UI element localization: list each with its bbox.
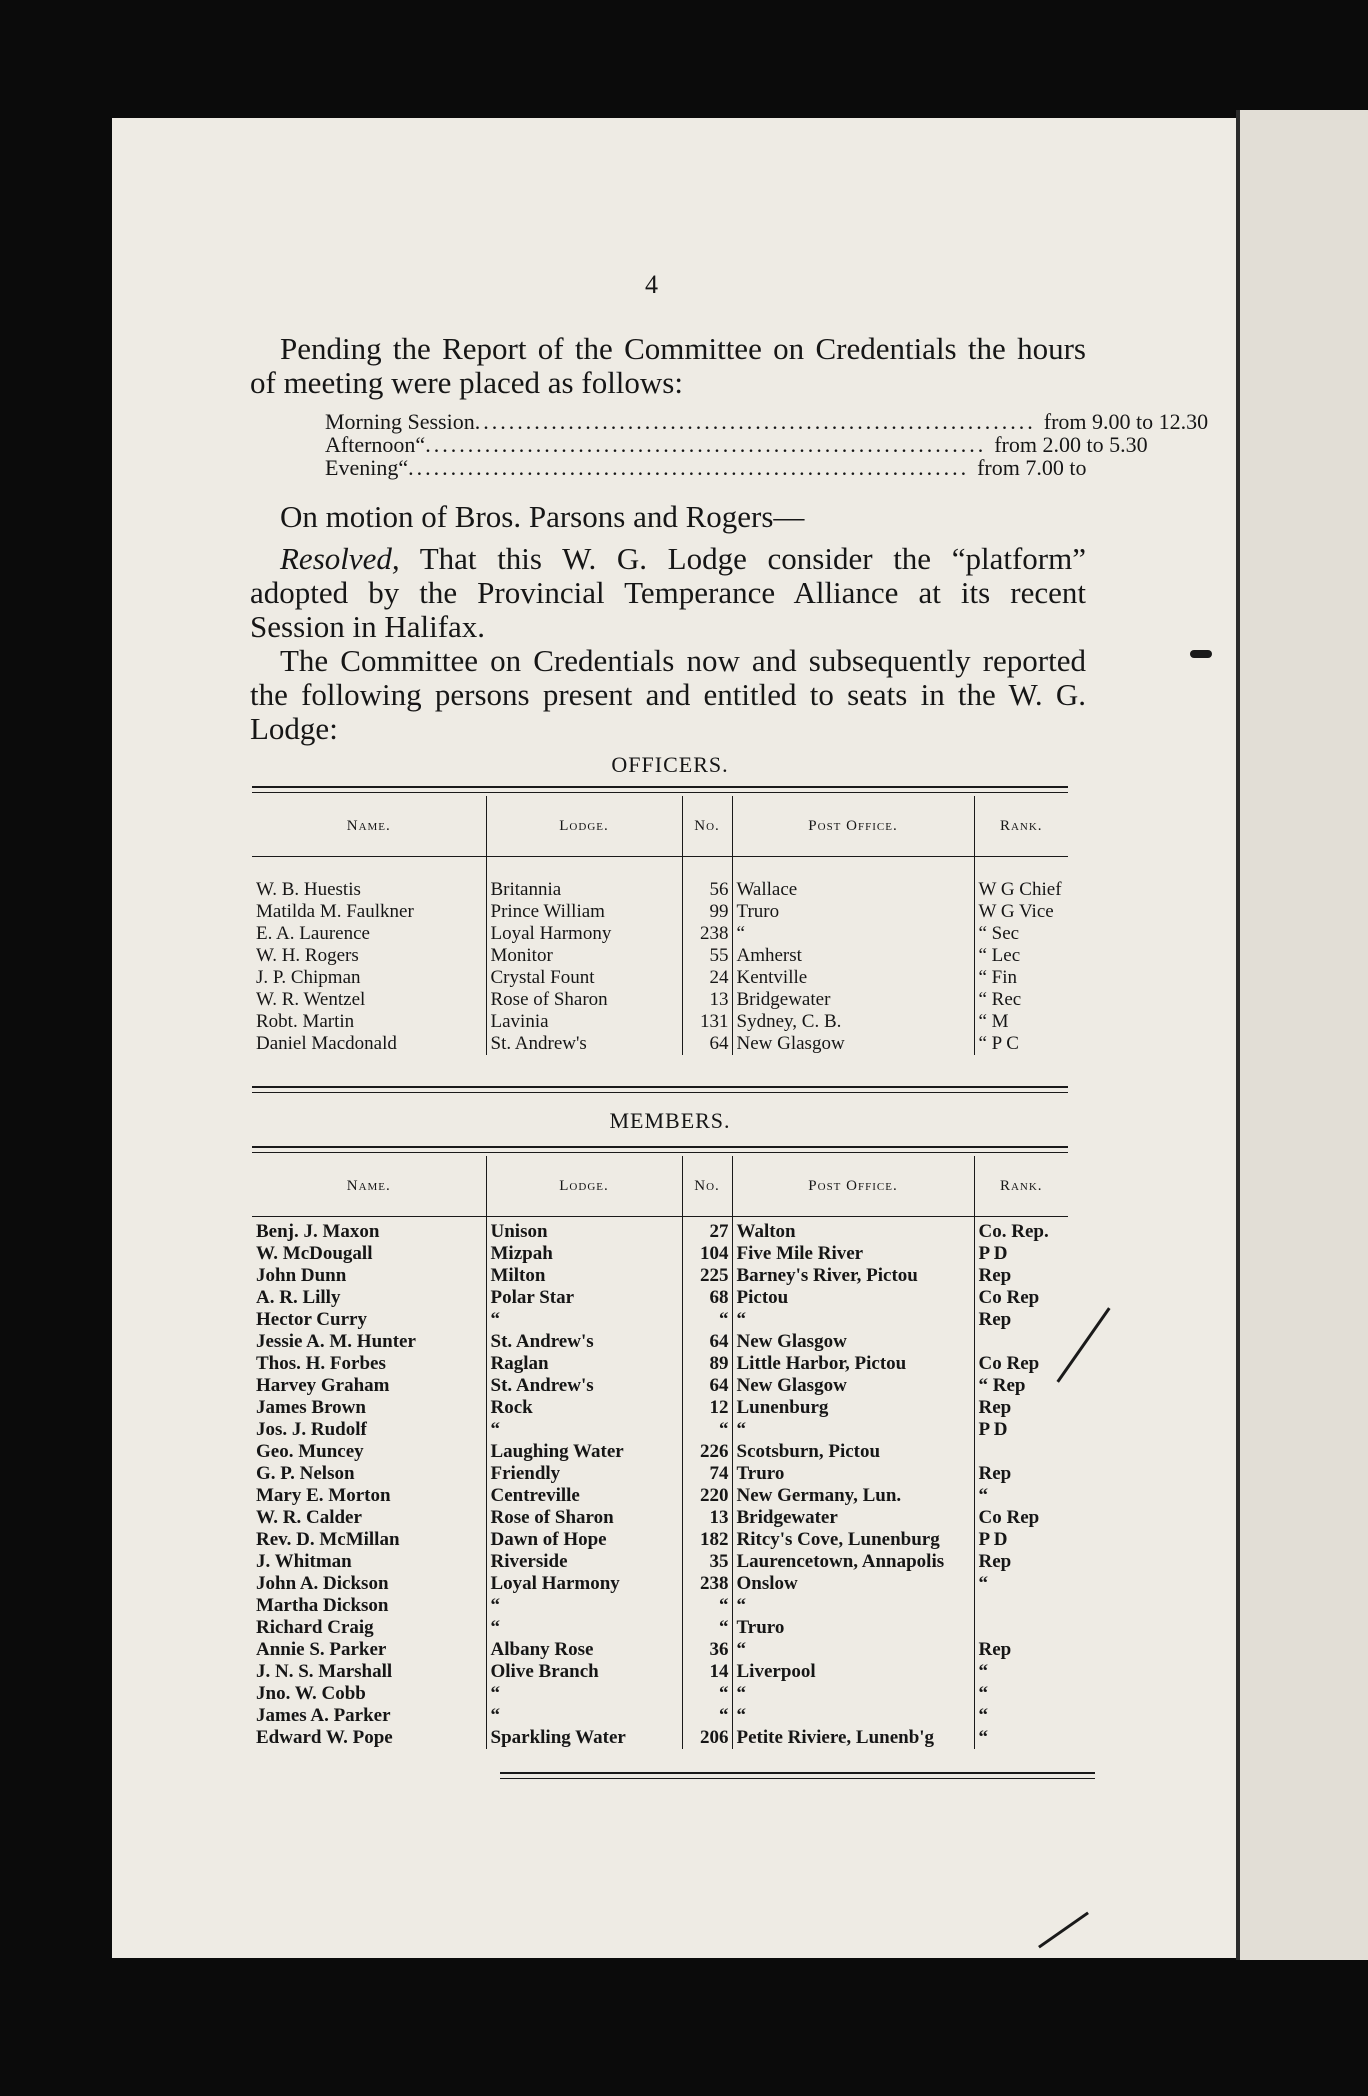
cell-rank: Rep [978, 1309, 1012, 1330]
cell-lodge-number: 104 [682, 1243, 732, 1265]
cell-lodge: Rose of Sharon [486, 989, 682, 1011]
cell-lodge: Rose of Sharon [486, 1507, 682, 1529]
cell-rank: Rep [978, 1551, 1012, 1572]
cell-lodge-number: “ [682, 1705, 732, 1727]
paragraph-motion: On motion of Bros. Parsons and Rogers— [280, 499, 805, 534]
cell-rank: P D [978, 1529, 1008, 1550]
cell-rank: “ Rec [978, 989, 1022, 1010]
cell-lodge-number: 99 [682, 901, 732, 923]
cell-lodge-number: 182 [682, 1529, 732, 1551]
table-row [252, 1033, 1068, 1055]
cell-post-office: “ [732, 1639, 974, 1661]
cell-lodge: “ [486, 1683, 682, 1705]
cell-lodge-number: 74 [682, 1463, 732, 1485]
resolved-text: That this W. G. Lodge consider the “platform” adopted by the Provincial Temperance Alliance at its recent Session in Halifax. [250, 541, 1086, 644]
cell-lodge-number: 131 [682, 1011, 732, 1033]
officers-table [252, 796, 1068, 1055]
cell-lodge: Olive Branch [486, 1661, 682, 1683]
cell-post-office: “ [732, 923, 974, 945]
cell-lodge: St. Andrew's [486, 1033, 682, 1055]
cell-name: Richard Craig [252, 1617, 486, 1639]
cell-post-office: “ [732, 1683, 974, 1705]
hours-time: from 7.00 to [977, 455, 1087, 480]
cell-rank: “ [978, 1683, 988, 1704]
cell-rank: “ Sec [978, 923, 1020, 944]
cell-name: W. R. Wentzel [252, 989, 486, 1011]
table-row [252, 1265, 1068, 1287]
cell-rank [974, 1617, 1068, 1639]
cell-name: Jessie A. M. Hunter [252, 1331, 486, 1353]
paragraph-resolved [250, 542, 1086, 644]
table-row [252, 1529, 1068, 1551]
dot-leader: .................................................................. [474, 409, 1036, 434]
table-row [252, 1661, 1068, 1683]
cell-lodge-number: 225 [682, 1265, 732, 1287]
cell-lodge-number: 64 [682, 1331, 732, 1353]
cell-lodge: “ [486, 1617, 682, 1639]
cell-lodge-number: “ [682, 1617, 732, 1639]
table-top-rule [252, 792, 1068, 793]
cell-post-office: Little Harbor, Pictou [732, 1353, 974, 1375]
cell-lodge: Britannia [486, 879, 682, 901]
cell-lodge-number: 220 [682, 1485, 732, 1507]
cell-rank: “ [978, 1727, 988, 1748]
table-row [252, 1485, 1068, 1507]
dot-leader: .................................................................. [408, 455, 970, 480]
cell-lodge-number: 89 [682, 1353, 732, 1375]
cell-lodge-number: 13 [682, 1507, 732, 1529]
cell-name: Daniel Macdonald [252, 1033, 486, 1055]
cell-post-office: Lunenburg [732, 1397, 974, 1419]
table-row [252, 989, 1068, 1011]
column-header-rank: Rank. [974, 796, 1068, 857]
cell-rank: Co Rep [978, 1353, 1040, 1374]
cell-lodge: “ [486, 1595, 682, 1617]
hours-row [325, 455, 1087, 480]
cell-lodge-number: “ [682, 1595, 732, 1617]
cell-lodge-number: 226 [682, 1441, 732, 1463]
column-header-name: Name. [252, 796, 486, 857]
dot-leader: .................................................................. [425, 432, 987, 457]
cell-lodge-number: 238 [682, 1573, 732, 1595]
cell-lodge: “ [486, 1419, 682, 1441]
paragraph-pending-report: Pending the Report of the Committee on Credentials the hours of meeting were placed as follows: [250, 331, 1086, 400]
hours-label: Afternoon [325, 432, 416, 457]
cell-post-office: Petite Riviere, Lunenb'g [732, 1727, 974, 1749]
cell-rank: “ [978, 1705, 988, 1726]
cell-name: Geo. Muncey [252, 1441, 486, 1463]
cell-post-office: New Glasgow [732, 1331, 974, 1353]
cell-post-office: Truro [732, 1463, 974, 1485]
cell-post-office: Amherst [732, 945, 974, 967]
cell-post-office: “ [732, 1309, 974, 1331]
cell-lodge: “ [486, 1705, 682, 1727]
cell-lodge-number: 12 [682, 1397, 732, 1419]
cell-lodge-number: 64 [682, 1375, 732, 1397]
table-row [252, 1243, 1068, 1265]
cell-lodge-number: 27 [682, 1221, 732, 1243]
cell-post-office: Scotsburn, Pictou [732, 1441, 974, 1463]
cell-post-office: Truro [732, 1617, 974, 1639]
paragraph-credentials: The Committee on Credentials now and subsequently reported the following persons present and entitled to seats in the W. G. Lodge: [250, 643, 1086, 746]
cell-lodge: Albany Rose [486, 1639, 682, 1661]
cell-name: W. B. Huestis [252, 879, 486, 901]
table-top-rule [252, 1152, 1068, 1153]
cell-post-office: Ritcy's Cove, Lunenburg [732, 1529, 974, 1551]
cell-name: Jno. W. Cobb [252, 1683, 486, 1705]
cell-post-office: “ [732, 1419, 974, 1441]
cell-post-office: Bridgewater [732, 1507, 974, 1529]
table-row [252, 1309, 1068, 1331]
cell-name: Annie S. Parker [252, 1639, 486, 1661]
cell-name: Martha Dickson [252, 1595, 486, 1617]
cell-name: J. N. S. Marshall [252, 1661, 486, 1683]
cell-lodge-number: 64 [682, 1033, 732, 1055]
hours-ditto: “ [398, 455, 409, 480]
cell-post-office: “ [732, 1595, 974, 1617]
cell-lodge: Dawn of Hope [486, 1529, 682, 1551]
cell-post-office: New Germany, Lun. [732, 1485, 974, 1507]
cell-lodge: Sparkling Water [486, 1727, 682, 1749]
officers-table-body [252, 857, 1068, 1056]
cell-post-office: New Glasgow [732, 1033, 974, 1055]
cell-name: John Dunn [252, 1265, 486, 1287]
cell-rank: Co Rep [978, 1287, 1040, 1308]
page-end-rule [500, 1778, 1095, 1779]
cell-name: Edward W. Pope [252, 1727, 486, 1749]
cell-lodge-number: 13 [682, 989, 732, 1011]
table-top-rule [252, 1146, 1068, 1148]
cell-lodge-number: “ [682, 1309, 732, 1331]
cell-name: G. P. Nelson [252, 1463, 486, 1485]
cell-rank: “ Lec [978, 945, 1021, 966]
cell-name: Harvey Graham [252, 1375, 486, 1397]
cell-lodge: Monitor [486, 945, 682, 967]
cell-rank: “ [978, 1485, 988, 1506]
cell-rank: Co Rep [978, 1507, 1040, 1528]
cell-name: J. Whitman [252, 1551, 486, 1573]
cell-post-office: Walton [732, 1221, 974, 1243]
cell-rank: “ Rep [978, 1375, 1026, 1396]
cell-name: John A. Dickson [252, 1573, 486, 1595]
cell-lodge: “ [486, 1309, 682, 1331]
cell-rank: Co. Rep. [978, 1221, 1049, 1242]
table-row [252, 1573, 1068, 1595]
cell-name: W. McDougall [252, 1243, 486, 1265]
table-bottom-rule [252, 1086, 1068, 1088]
cell-rank [974, 1595, 1068, 1617]
table-row [252, 1397, 1068, 1419]
members-title: MEMBERS. [609, 1108, 731, 1133]
officers-title: OFFICERS. [611, 752, 729, 777]
hours-time: from 2.00 to 5.30 [994, 432, 1148, 457]
cell-name: Benj. J. Maxon [252, 1221, 486, 1243]
table-top-rule [252, 786, 1068, 788]
cell-lodge: Loyal Harmony [486, 923, 682, 945]
ink-blot-mark [1190, 650, 1212, 658]
cell-rank: “ Fin [978, 967, 1018, 988]
table-row [252, 945, 1068, 967]
cell-post-office: Liverpool [732, 1661, 974, 1683]
cell-name: A. R. Lilly [252, 1287, 486, 1309]
page-end-rule [500, 1772, 1095, 1774]
hours-label: Evening [325, 455, 399, 480]
cell-name: Mary E. Morton [252, 1485, 486, 1507]
table-bottom-rule [252, 1092, 1068, 1093]
table-row [252, 1375, 1068, 1397]
cell-lodge-number: 55 [682, 945, 732, 967]
cell-lodge: Crystal Fount [486, 967, 682, 989]
cell-post-office: Kentville [732, 967, 974, 989]
column-header-no: No. [682, 1156, 732, 1217]
facing-page-edge [1236, 110, 1368, 1960]
cell-rank: “ M [978, 1011, 1009, 1032]
cell-post-office: “ [732, 1705, 974, 1727]
page-spine-shadow [1236, 110, 1240, 1960]
cell-rank: P D [978, 1419, 1008, 1440]
table-row [252, 1441, 1068, 1463]
hours-time: from 9.00 to 12.30 [1043, 409, 1209, 434]
cell-lodge: Polar Star [486, 1287, 682, 1309]
cell-rank: “ P C [978, 1033, 1019, 1054]
officers-header-row [252, 796, 1068, 857]
cell-name: W. H. Rogers [252, 945, 486, 967]
table-row [252, 1011, 1068, 1033]
table-row [252, 1507, 1068, 1529]
table-row [252, 1463, 1068, 1485]
cell-post-office: Sydney, C. B. [732, 1011, 974, 1033]
cell-name: Thos. H. Forbes [252, 1353, 486, 1375]
cell-name: J. P. Chipman [252, 967, 486, 989]
cell-post-office: Onslow [732, 1573, 974, 1595]
column-header-lodge: Lodge. [486, 796, 682, 857]
column-header-post-office: Post Office. [732, 1156, 974, 1217]
page-number: 4 [645, 270, 658, 299]
cell-post-office: Truro [732, 901, 974, 923]
members-table-body [252, 1217, 1068, 1750]
cell-post-office: Bridgewater [732, 989, 974, 1011]
cell-post-office: Five Mile River [732, 1243, 974, 1265]
table-row [252, 1727, 1068, 1749]
hours-row [325, 409, 1209, 434]
cell-lodge: St. Andrew's [486, 1375, 682, 1397]
cell-lodge-number: “ [682, 1683, 732, 1705]
column-header-post-office: Post Office. [732, 796, 974, 857]
table-row [252, 1705, 1068, 1727]
table-row [252, 1617, 1068, 1639]
cell-rank [974, 1331, 1068, 1353]
hours-row [325, 432, 1148, 457]
cell-lodge-number: “ [682, 1419, 732, 1441]
table-row [252, 1639, 1068, 1661]
column-header-name: Name. [252, 1156, 486, 1217]
cell-name: E. A. Laurence [252, 923, 486, 945]
cell-name: James A. Parker [252, 1705, 486, 1727]
cell-lodge: Rock [486, 1397, 682, 1419]
cell-name: Hector Curry [252, 1309, 486, 1331]
table-row [252, 879, 1068, 901]
cell-name: James Brown [252, 1397, 486, 1419]
table-row [252, 967, 1068, 989]
meeting-hours-list [325, 409, 1209, 480]
cell-post-office: Pictou [732, 1287, 974, 1309]
cell-rank: P D [978, 1243, 1008, 1264]
cell-rank: Rep [978, 1265, 1012, 1286]
cell-rank: Rep [978, 1463, 1012, 1484]
cell-rank: W G Chief [978, 879, 1062, 900]
table-row [252, 1331, 1068, 1353]
cell-lodge: Prince William [486, 901, 682, 923]
cell-lodge: Unison [486, 1221, 682, 1243]
cell-name: Matilda M. Faulkner [252, 901, 486, 923]
table-row [252, 1221, 1068, 1243]
cell-lodge-number: 36 [682, 1639, 732, 1661]
column-header-no: No. [682, 796, 732, 857]
table-row [252, 1595, 1068, 1617]
cell-name: Jos. J. Rudolf [252, 1419, 486, 1441]
table-row [252, 1287, 1068, 1309]
cell-name: Rev. D. McMillan [252, 1529, 486, 1551]
cell-name: Robt. Martin [252, 1011, 486, 1033]
cell-post-office: New Glasgow [732, 1375, 974, 1397]
cell-lodge-number: 35 [682, 1551, 732, 1573]
cell-lodge-number: 24 [682, 967, 732, 989]
table-spacer-row [252, 857, 1068, 880]
members-header-row [252, 1156, 1068, 1217]
members-table [252, 1156, 1068, 1749]
cell-lodge: Laughing Water [486, 1441, 682, 1463]
table-row [252, 1683, 1068, 1705]
cell-name: W. R. Calder [252, 1507, 486, 1529]
column-header-lodge: Lodge. [486, 1156, 682, 1217]
cell-lodge: Lavinia [486, 1011, 682, 1033]
cell-lodge-number: 56 [682, 879, 732, 901]
cell-rank: Rep [978, 1397, 1012, 1418]
cell-lodge: Loyal Harmony [486, 1573, 682, 1595]
table-row [252, 1353, 1068, 1375]
cell-lodge-number: 238 [682, 923, 732, 945]
cell-rank: W G Vice [978, 901, 1054, 922]
cell-lodge-number: 206 [682, 1727, 732, 1749]
cell-post-office: Barney's River, Pictou [732, 1265, 974, 1287]
table-row [252, 923, 1068, 945]
cell-lodge: Milton [486, 1265, 682, 1287]
cell-lodge: St. Andrew's [486, 1331, 682, 1353]
cell-lodge: Centreville [486, 1485, 682, 1507]
cell-lodge-number: 68 [682, 1287, 732, 1309]
cell-rank: “ [978, 1661, 988, 1682]
column-header-rank: Rank. [974, 1156, 1068, 1217]
cell-rank: “ [978, 1573, 988, 1594]
table-row [252, 1551, 1068, 1573]
cell-post-office: Wallace [732, 879, 974, 901]
hours-label: Morning Session [325, 409, 475, 434]
cell-lodge-number: 14 [682, 1661, 732, 1683]
cell-lodge: Raglan [486, 1353, 682, 1375]
resolved-label: Resolved, [280, 541, 400, 576]
table-row [252, 1419, 1068, 1441]
cell-post-office: Laurencetown, Annapolis [732, 1551, 974, 1573]
cell-lodge: Mizpah [486, 1243, 682, 1265]
cell-rank: Rep [978, 1639, 1012, 1660]
cell-rank [974, 1441, 1068, 1463]
cell-lodge: Friendly [486, 1463, 682, 1485]
cell-lodge: Riverside [486, 1551, 682, 1573]
hours-ditto: “ [415, 432, 426, 457]
table-row [252, 901, 1068, 923]
